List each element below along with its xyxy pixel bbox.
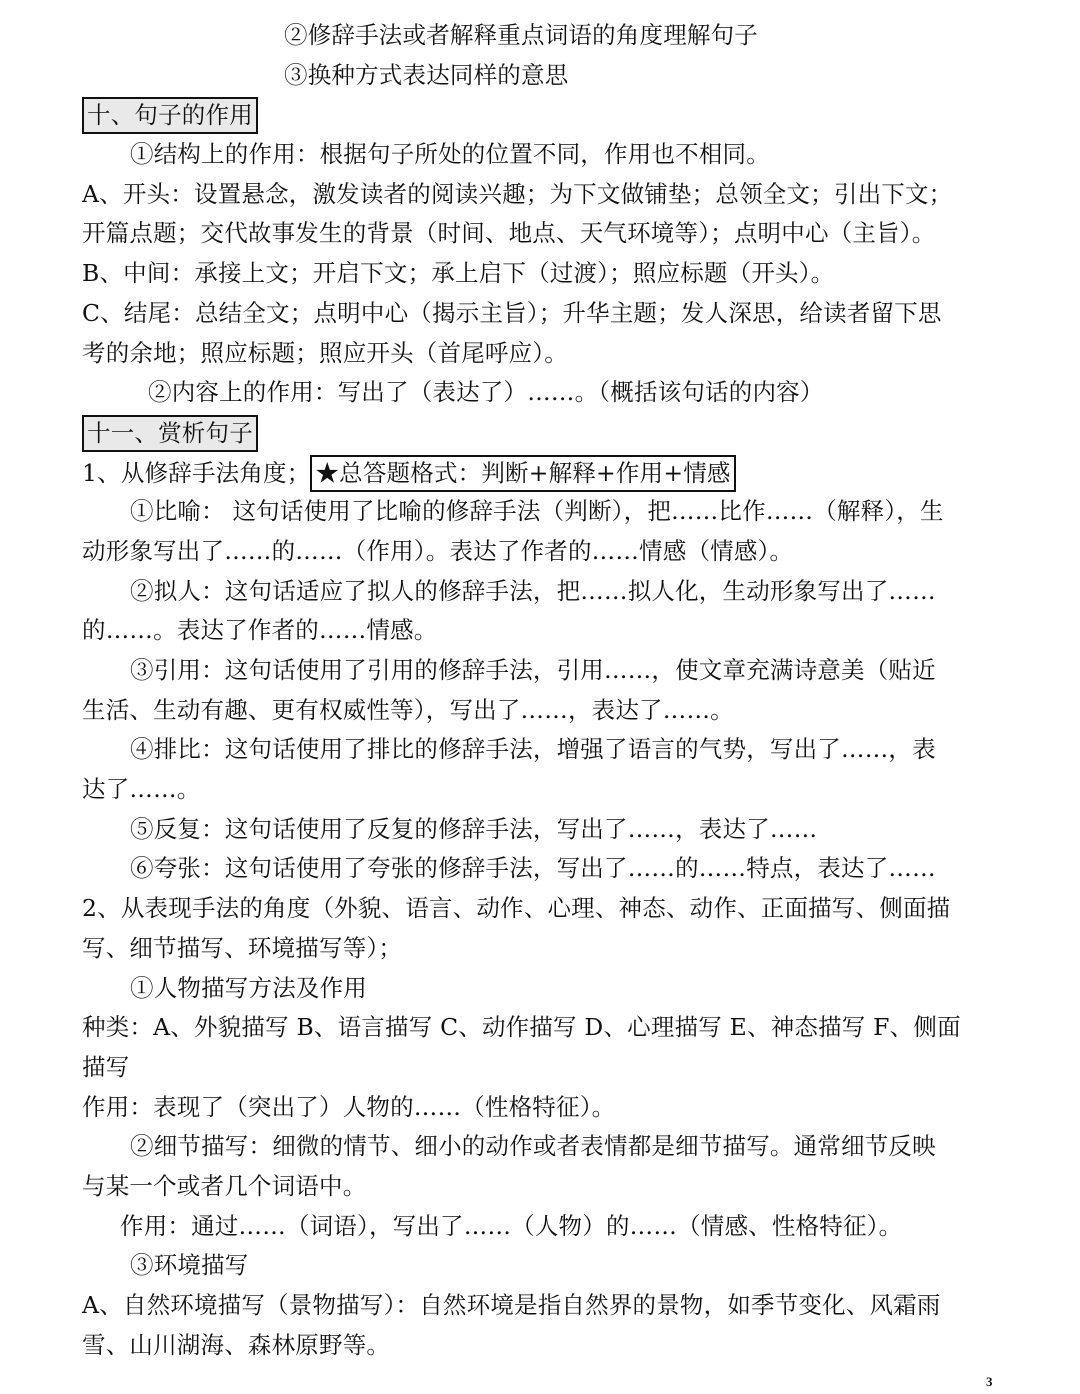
text-line: ②拟人：这句话适应了拟人的修辞手法，把……拟人化，生动形象写出了…… bbox=[130, 576, 936, 605]
text-line: A、开头：设置悬念，激发读者的阅读兴趣；为下文做铺垫；总领全文；引出下文； bbox=[82, 179, 953, 208]
text-line: 描写 bbox=[82, 1052, 130, 1081]
section-heading: 十一、赏析句子 bbox=[82, 415, 258, 452]
text-line: 写、细节描写、环境描写等）； bbox=[82, 933, 403, 962]
text-line: 考的余地；照应标题；照应开头（首尾呼应）。 bbox=[82, 338, 568, 367]
text-line: C、结尾：总结全文；点明中心（揭示主旨）；升华主题；发人深思，给读者留下思 bbox=[82, 298, 942, 327]
text-line: 开篇点题；交代故事发生的背景（时间、地点、天气环境等）；点明中心（主旨）。 bbox=[82, 219, 936, 248]
text-line: B、中间：承接上文；开启下文；承上启下（过渡）；照应标题（开头）。 bbox=[82, 259, 835, 288]
text-line: 1、从修辞手法角度； bbox=[82, 458, 311, 487]
text-line: 2、从表现手法的角度（外貌、语言、动作、心理、神态、动作、正面描写、侧面描 bbox=[82, 894, 951, 923]
text-line: ②细节描写：细微的情节、细小的动作或者表情都是细节描写。通常细节反映 bbox=[130, 1132, 936, 1161]
text-line: 雪、山川湖海、森林原野等。 bbox=[82, 1330, 391, 1359]
text-line: 作用：通过……（词语），写出了……（人物）的……（情感、性格特征）。 bbox=[120, 1211, 903, 1240]
text-line: ⑤反复：这句话使用了反复的修辞手法，写出了……，表达了…… bbox=[130, 814, 818, 843]
text-line: ①比喻： 这句话使用了比喻的修辞手法（判断），把……比作……（解释），生 bbox=[130, 497, 944, 526]
section-heading: 十、句子的作用 bbox=[82, 97, 258, 134]
text-line: ⑥夸张：这句话使用了夸张的修辞手法，写出了……的……特点，表达了…… bbox=[130, 854, 936, 883]
text-line: ①结构上的作用：根据句子所处的位置不同，作用也不相同。 bbox=[130, 140, 770, 169]
text-line: ③引用：这句话使用了引用的修辞手法，引用……，使文章充满诗意美（贴近 bbox=[130, 656, 936, 684]
text-line: 与某一个或者几个词语中。 bbox=[82, 1171, 367, 1200]
page-number: 3 bbox=[986, 1374, 993, 1389]
text-line: ①人物描写方法及作用 bbox=[130, 973, 367, 1002]
text-line: ②修辞手法或者解释重点词语的角度理解句子 bbox=[284, 21, 758, 49]
text-line: ③环境描写 bbox=[130, 1251, 249, 1280]
text-line: 动形象写出了……的……（作用）。表达了作者的……情感（情感）。 bbox=[82, 536, 794, 565]
document-page bbox=[82, 16, 998, 1365]
text-line: ③换种方式表达同样的意思 bbox=[284, 60, 569, 89]
answer-format-box: ★总答题格式：判断+解释+作用+情感 bbox=[310, 455, 735, 492]
text-line: 生活、生动有趣、更有权威性等），写出了……，表达了……。 bbox=[82, 695, 734, 724]
text-line: 达了……。 bbox=[82, 775, 201, 804]
text-line: A、自然环境描写（景物描写）：自然环境是指自然界的景物，如季节变化、风霜雨 bbox=[82, 1291, 941, 1319]
text-line: ②内容上的作用：写出了（表达了）……。（概括该句话的内容） bbox=[148, 378, 824, 407]
text-line: 作用：表现了（突出了）人物的……（性格特征）。 bbox=[82, 1092, 616, 1121]
text-line: ④排比：这句话使用了排比的修辞手法，增强了语言的气势，写出了……，表 bbox=[130, 735, 936, 764]
text-line: 种类：A、外貌描写 B、语言描写 C、动作描写 D、心理描写 E、神态描写 F、侧面 bbox=[82, 1013, 961, 1042]
text-line: 的……。表达了作者的……情感。 bbox=[82, 616, 438, 645]
